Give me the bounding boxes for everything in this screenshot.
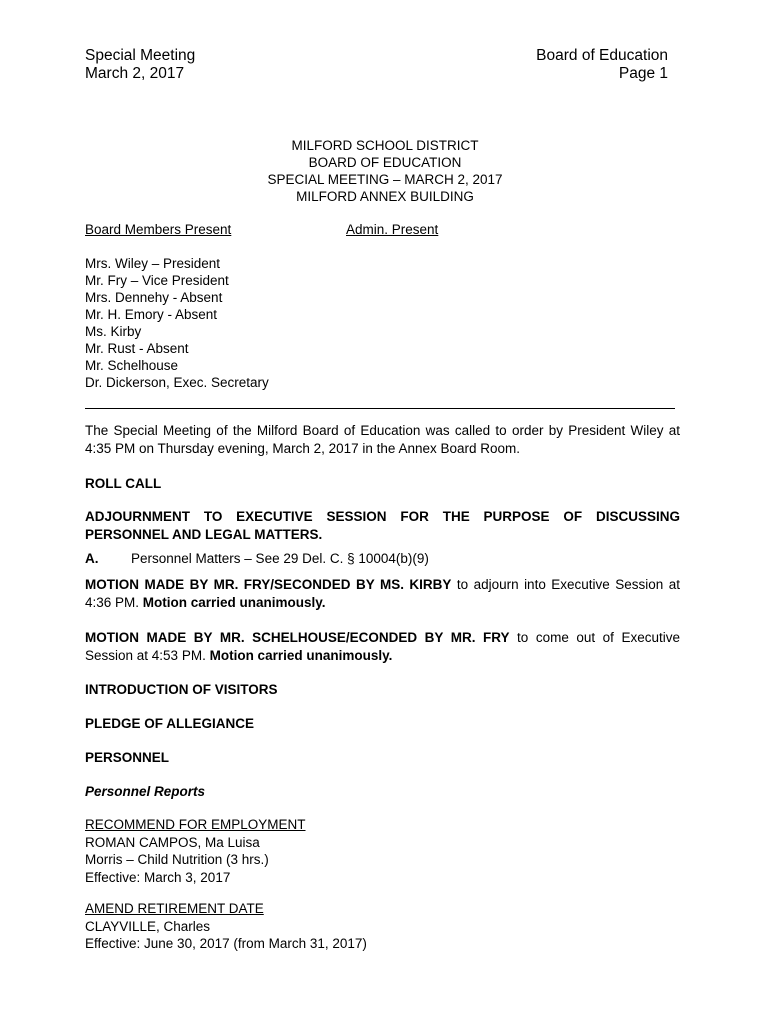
employee-name: ROMAN CAMPOS, Ma Luisa <box>85 834 260 850</box>
section-divider <box>85 408 675 409</box>
list-item: Mr. Rust - Absent <box>85 341 189 356</box>
list-item: Dr. Dickerson, Exec. Secretary <box>85 375 269 390</box>
list-item: Mr. H. Emory - Absent <box>85 307 218 322</box>
personnel-reports-heading: Personnel Reports <box>85 784 206 799</box>
motion-text: to adjourn into Executive Session at 4:36 PM. <box>85 577 680 610</box>
board-members-heading: Board Members Present <box>85 222 232 237</box>
retirement-heading: AMEND RETIREMENT DATE <box>85 901 264 916</box>
motion-mover: MOTION MADE BY MR. FRY/SECONDED BY MS. KIRBY <box>85 577 452 592</box>
list-item: Mr. Schelhouse <box>85 358 179 373</box>
retirement-effective-date: Effective: June 30, 2017 (from March 31, 2017) <box>85 936 367 951</box>
board-name: BOARD OF EDUCATION <box>308 155 462 170</box>
retiree-name: CLAYVILLE, Charles <box>85 918 211 934</box>
roll-call-heading: ROLL CALL <box>85 476 162 491</box>
list-item: Mrs. Wiley – President <box>85 256 221 271</box>
motion-executive-session <box>85 576 680 611</box>
employee-effective-date: Effective: March 3, 2017 <box>85 869 231 885</box>
header-left <box>85 47 195 83</box>
list-item: Mrs. Dennehy - Absent <box>85 290 223 305</box>
item-text: Personnel Matters – See 29 Del. C. § 10004(b)(9) <box>131 551 429 566</box>
motion-mover: MOTION MADE BY MR. SCHELHOUSE/ECONDED BY MR. FRY <box>85 630 510 645</box>
document-title <box>0 137 770 205</box>
page-number: Page 1 <box>618 65 668 82</box>
personnel-heading: PERSONNEL <box>85 750 170 765</box>
district-name: MILFORD SCHOOL DISTRICT <box>291 138 479 153</box>
meeting-location: MILFORD ANNEX BUILDING <box>296 189 474 204</box>
board-members-list <box>85 255 269 391</box>
header-right <box>536 47 668 83</box>
list-item: Ms. Kirby <box>85 324 142 339</box>
agenda-item-a <box>85 550 680 568</box>
call-to-order: The Special Meeting of the Milford Board of Education was called to order by President Wiley at 4:35 PM on Thursday evening, March 2, 2017 in the Annex Board Room. <box>85 423 680 456</box>
item-label: A. <box>85 551 99 566</box>
admin-present-heading: Admin. Present <box>346 222 439 237</box>
organization: Board of Education <box>536 47 668 64</box>
meeting-date: March 2, 2017 <box>85 65 185 82</box>
list-item: Mr. Fry – Vice President <box>85 273 229 288</box>
employment-heading: RECOMMEND FOR EMPLOYMENT <box>85 817 306 832</box>
meeting-title: SPECIAL MEETING – MARCH 2, 2017 <box>267 172 503 187</box>
intro-visitors-heading: INTRODUCTION OF VISITORS <box>85 682 278 697</box>
motion-text: to come out of Executive Session at 4:53 PM. <box>85 630 680 663</box>
motion-result: Motion carried unanimously. <box>142 594 326 610</box>
pledge-heading: PLEDGE OF ALLEGIANCE <box>85 716 255 731</box>
adjournment-heading: ADJOURNMENT TO EXECUTIVE SESSION FOR THE PURPOSE OF DISCUSSING PERSONNEL AND LEGAL MATTERS. <box>85 509 680 542</box>
motion-result: Motion carried unanimously. <box>209 647 393 663</box>
motion-end-session <box>85 629 680 664</box>
employee-position: Morris – Child Nutrition (3 hrs.) <box>85 852 269 867</box>
retirement-section <box>85 900 680 953</box>
employment-section <box>85 816 680 886</box>
meeting-type: Special Meeting <box>85 47 196 64</box>
